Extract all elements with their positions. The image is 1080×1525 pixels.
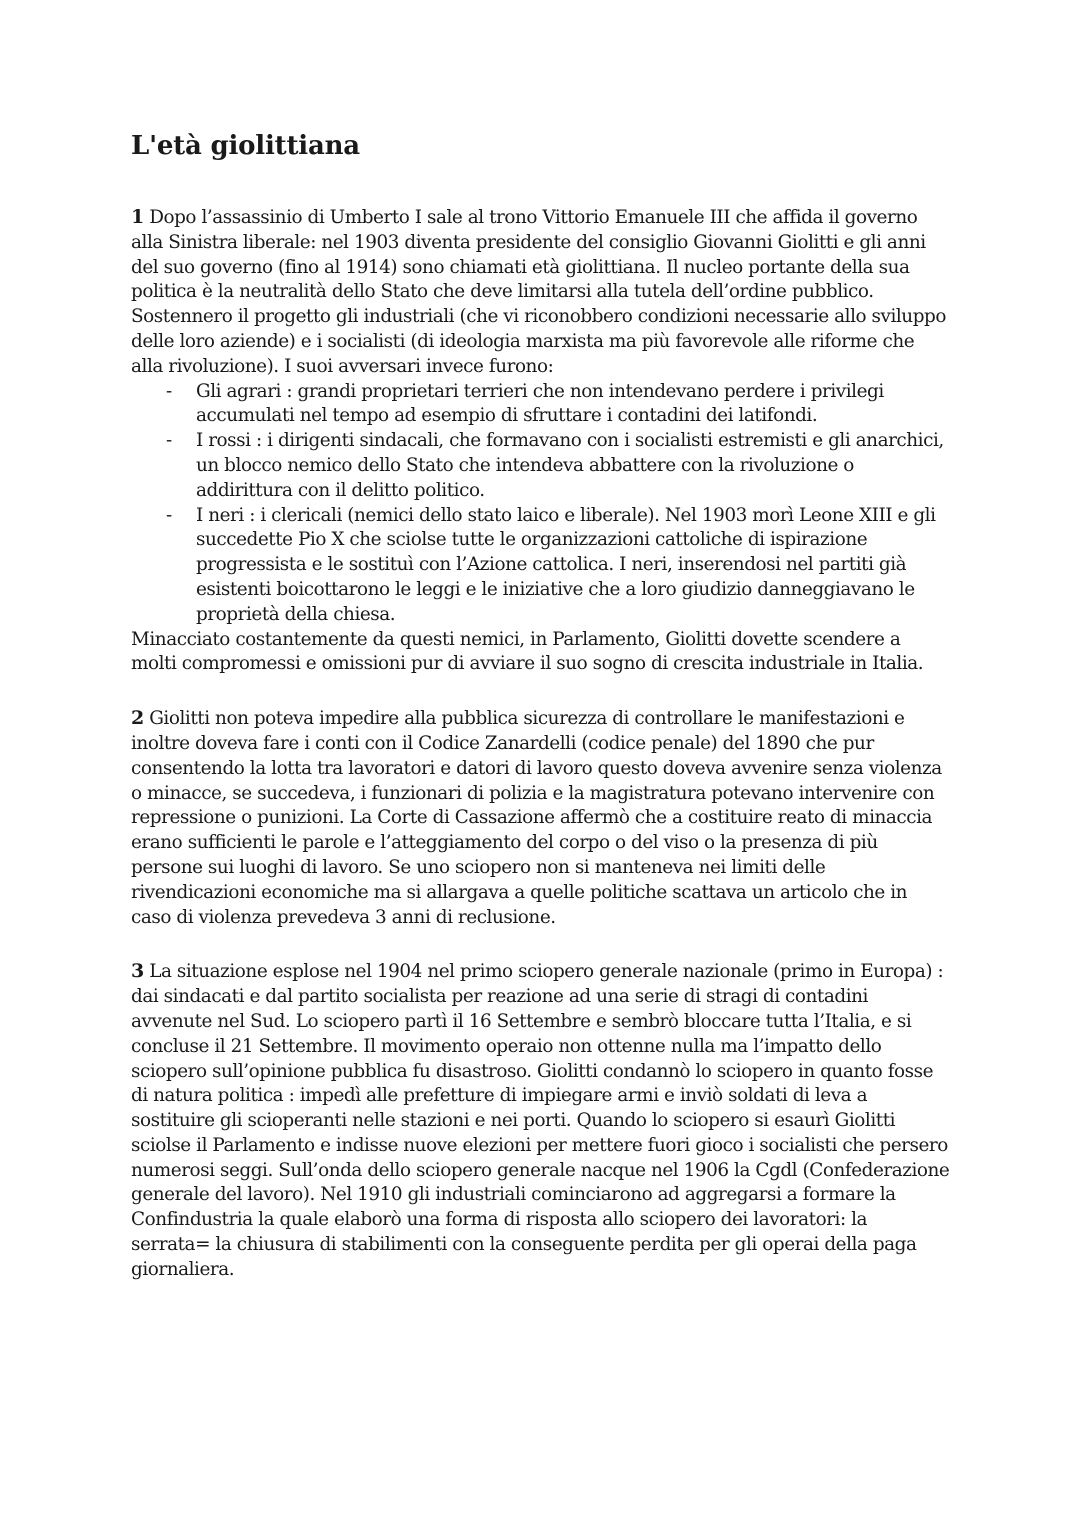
page-title: L'età giolittiana (131, 131, 360, 161)
list-item-text: Gli agrari : grandi proprietari terrieri che non intendevano perdere i privilegi accumulati nel tempo ad esempio di sfruttare i contadini dei latifondi. (196, 380, 884, 427)
bullet-dash: - (166, 430, 172, 452)
list-item-text: I neri : i clericali (nemici dello stato laico e liberale). Nel 1903 morì Leone XIII e gli succedette Pio X che sciolse tutte le organizzazioni cattoliche di ispirazione progressista e le sostituì con l’Azione cattolica. I neri, inserendosi nel partiti già esistenti boicottarono le leggi e le iniziative che a loro giudizio danneggiavano le proprietà della chiesa. (196, 504, 936, 625)
section-2 (131, 706, 951, 930)
bullet-dash: - (166, 380, 172, 402)
list-item (131, 380, 951, 430)
section-3-paragraph (131, 959, 951, 1282)
section-1 (131, 205, 951, 677)
list-item-text: I rossi : i dirigenti sindacali, che formavano con i socialisti estremisti e gli anarchici, un blocco nemico dello Stato che intendeva abbattere con la rivoluzione o addirittura con il delitto politico. (196, 430, 944, 501)
list-item (131, 504, 951, 628)
adversaries-list (131, 380, 951, 628)
section-text: Dopo l’assassinio di Umberto I sale al trono Vittorio Emanuele III che affida il governo alla Sinistra liberale: nel 1903 diventa presidente del consiglio Giovanni Giolitti e gli anni del suo governo (fino al 1914) sono chiamati età giolittiana. Il nucleo portante della sua politica è la neutralità dello Stato che deve limitarsi alla tutela dell’ordine pubblico. Sostennero il progetto gli industriali (che vi riconobbero condizioni necessarie allo sviluppo delle loro aziende) e i socialisti (di ideologia marxista ma più favorevole alle riforme che alla rivoluzione). I suoi avversari invece furono: (131, 207, 946, 377)
section-number: 1 (131, 206, 144, 228)
section-1-closing: Minacciato costantemente da questi nemici, in Parlamento, Giolitti dovette scendere a molti compromessi e omissioni pur di avviare il suo sogno di crescita industriale in Italia. (131, 628, 924, 675)
bullet-dash: - (166, 504, 172, 526)
section-number: 2 (131, 707, 144, 730)
section-number: 3 (131, 960, 144, 983)
section-3 (131, 959, 951, 1282)
list-item (131, 429, 951, 503)
section-text: Giolitti non poteva impedire alla pubblica sicurezza di controllare le manifestazioni e inoltre doveva fare i conti con il Codice Zanardelli (codice penale) del 1890 che pur consentendo la lotta tra lavoratori e datori di lavoro questo doveva avvenire senza violenza o minacce, se succedeva, i funzionari di polizia e la magistratura potevano intervenire con repressione o punizioni. La Corte di Cassazione affermò che a costituire reato di minaccia erano sufficienti le parole e l’atteggiamento del corpo o del viso o la presenza di più persone sui luoghi di lavoro. Se uno sciopero non si manteneva nei limiti delle rivendicazioni economiche ma si allargava a quelle politiche scattava un articolo che in caso di violenza prevedeva 3 anni di reclusione. (131, 708, 942, 928)
section-1-intro (131, 205, 951, 380)
section-text: La situazione esplose nel 1904 nel primo sciopero generale nazionale (primo in Europa) : dai sindacati e dal partito socialista per reazione ad una serie di stragi di contadini avvenute nel Sud. Lo sciopero partì il 16 Settembre e sembrò bloccare tutta l’Italia, e si concluse il 21 Settembre. Il movimento operaio non ottenne nulla ma l’impatto dello sciopero sull’opinione pubblica fu disastroso. Giolitti condannò lo sciopero in quanto fosse di natura politica : impedì alle prefetture di impiegare armi e inviò soldati di leva a sostituire gli scioperanti nelle stazioni e nei porti. Quando lo sciopero si esaurì Giolitti sciolse il Parlamento e indisse nuove elezioni per mettere fuori gioco i socialisti che persero numerosi seggi. Sull’onda dello sciopero generale nacque nel 1906 la Cgdl (Confederazione generale del lavoro). Nel 1910 gli industriali cominciarono ad aggregarsi a formare la Confindustria la quale elaborò una forma di risposta allo sciopero dei lavoratori: la serrata= la chiusura di stabilimenti con la conseguente perdita per gli operai della paga giornaliera. (131, 961, 950, 1280)
section-2-paragraph (131, 706, 951, 930)
document-page (131, 128, 951, 1283)
